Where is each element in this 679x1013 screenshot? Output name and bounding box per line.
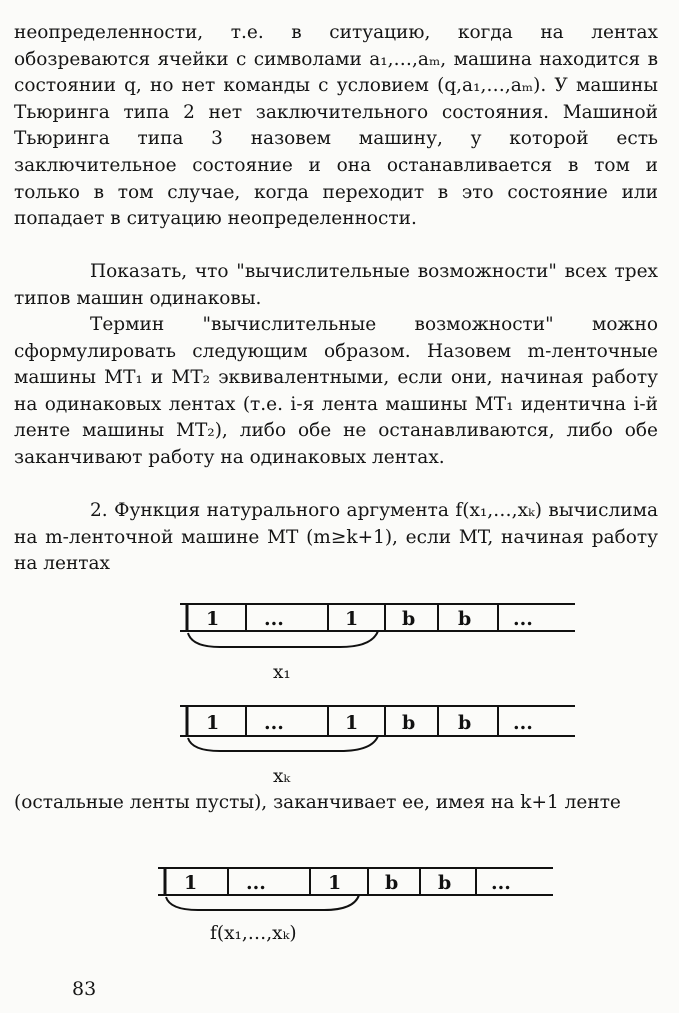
paragraph-exercise: Показать, что "вычислительные возможности" всех трех типов машин одинаковы. [14, 261, 658, 309]
tape-cell: b [385, 872, 399, 894]
paragraph-computable-function: 2. Функция натурального аргумента f(x₁,…,xₖ) вычислима на m-ленточной машине MT (m≥k+1), если MT, начиная работу на лентах [14, 500, 658, 575]
tape-cell: ... [513, 712, 533, 734]
tape-diagram-xk [180, 703, 580, 763]
tape-cell: b [402, 712, 416, 734]
page-number: 83 [72, 978, 97, 1000]
paragraph-equivalence: Термин "вычислительные возможности" можно сформулировать следующим образом. Назовем m-ленточные машины MT₁ и MT₂ эквивалентными, если они, начиная работу на одинаковых лентах (т.е. i-я лента машины MT₁ идентична i-й ленте машины MT₂), либо обе не останавливаются, либо обе заканчивают работу на одинаковых лентах. [14, 314, 658, 468]
tape-cell: b [402, 608, 416, 630]
tape-svg-1 [180, 601, 580, 661]
tape-cell: b [458, 608, 472, 630]
tape-cell: ... [264, 712, 284, 734]
paragraph-type3-definition: неопределенности, т.е. в ситуацию, когда на лентах обозреваются ячейки с символами a₁,…,aₘ, машина находится в состоянии q, но нет команды с условием (q,a₁,…,aₘ). У машины Тьюринга типа 2 нет заключительного состояния. Машиной Тьюринга типа 3 назовем машину, у которой есть заключительное состояние и она останавливается в том и только в том случае, когда переходит в это состояние или попадает в ситуацию неопределенности. [14, 22, 658, 230]
tape-cell: 1 [345, 608, 359, 630]
tape-cell: b [458, 712, 472, 734]
tape-diagram-result [158, 865, 558, 925]
paragraph-result: (остальные ленты пусты), заканчивает ее, имея на k+1 ленте [14, 792, 621, 813]
tape-cell: 1 [328, 872, 342, 894]
tape-label-xk: xₖ [273, 766, 291, 787]
tape-cell: b [438, 872, 452, 894]
brace [188, 631, 378, 647]
tape-label-result: f(x₁,…,xₖ) [210, 923, 297, 944]
tape-cell: 1 [184, 872, 198, 894]
tape-label-x1: x₁ [273, 662, 291, 683]
tape-cell: ... [491, 872, 511, 894]
tape-cell: 1 [206, 712, 220, 734]
tape-diagram-x1 [180, 601, 580, 661]
tape-cell: ... [513, 608, 533, 630]
tape-cell: ... [264, 608, 284, 630]
tape-cell: 1 [206, 608, 220, 630]
tape-cell: ... [246, 872, 266, 894]
tape-cell: 1 [345, 712, 359, 734]
tape-svg-3 [158, 865, 558, 925]
tape-svg-2 [180, 703, 580, 763]
brace [166, 895, 359, 910]
brace [188, 736, 378, 751]
